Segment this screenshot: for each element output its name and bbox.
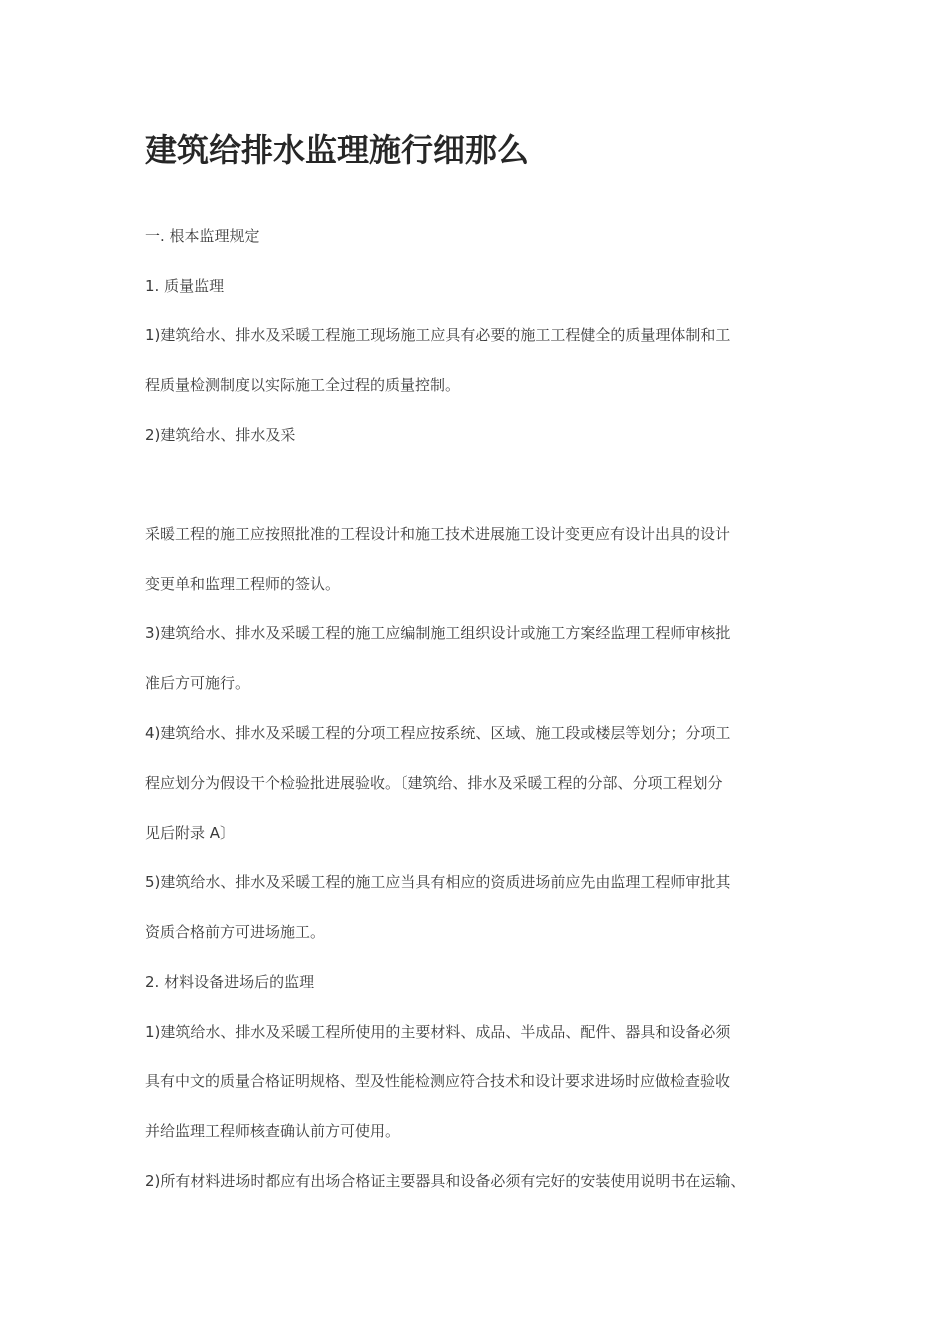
paragraph-line: 具有中文的质量合格证明规格、型及性能检测应符合技术和设计要求进场时应做检查验收 [145,1072,731,1090]
paragraph-line: 资质合格前方可进场施工。 [145,923,326,941]
paragraph-line: 采暖工程的施工应按照批准的工程设计和施工技术进展施工设计变更应有设计出具的设计 [145,525,731,543]
paragraph-line: 1)建筑给水、排水及采暖工程施工现场施工应具有必要的施工工程健全的质量理体制和工 [145,326,731,344]
paragraph-line: 2)所有材料进场时都应有出场合格证主要器具和设备必须有完好的安装使用说明书在运输、 [145,1172,746,1190]
subsection-heading: 2. 材料设备进场后的监理 [145,973,315,991]
paragraph-line: 并给监理工程师核查确认前方可使用。 [145,1122,401,1140]
paragraph-line: 4)建筑给水、排水及采暖工程的分项工程应按系统、区域、施工段或楼层等划分；分项工 [145,724,731,742]
paragraph-line: 5)建筑给水、排水及采暖工程的施工应当具有相应的资质进场前应先由监理工程师审批其 [145,873,731,891]
paragraph-line: 程质量检测制度以实际施工全过程的质量控制。 [145,376,461,394]
paragraph-line: 1)建筑给水、排水及采暖工程所使用的主要材料、成品、半成品、配件、器具和设备必须 [145,1023,731,1041]
subsection-heading: 1. 质量监理 [145,277,225,295]
paragraph-line: 准后方可施行。 [145,674,251,692]
paragraph-line: 见后附录 A〕 [145,824,236,842]
paragraph-line: 变更单和监理工程师的签认。 [145,575,341,593]
section-heading: 一. 根本监理规定 [145,227,260,245]
paragraph-line: 程应划分为假设干个检验批进展验收。〔建筑给、排水及采暖工程的分部、分项工程划分 [145,774,723,792]
paragraph-line: 3)建筑给水、排水及采暖工程的施工应编制施工组织设计或施工方案经监理工程师审核批 [145,624,731,642]
document-title: 建筑给排水监理施行细那么 [145,131,530,169]
paragraph-line: 2)建筑给水、排水及采 [145,426,296,444]
